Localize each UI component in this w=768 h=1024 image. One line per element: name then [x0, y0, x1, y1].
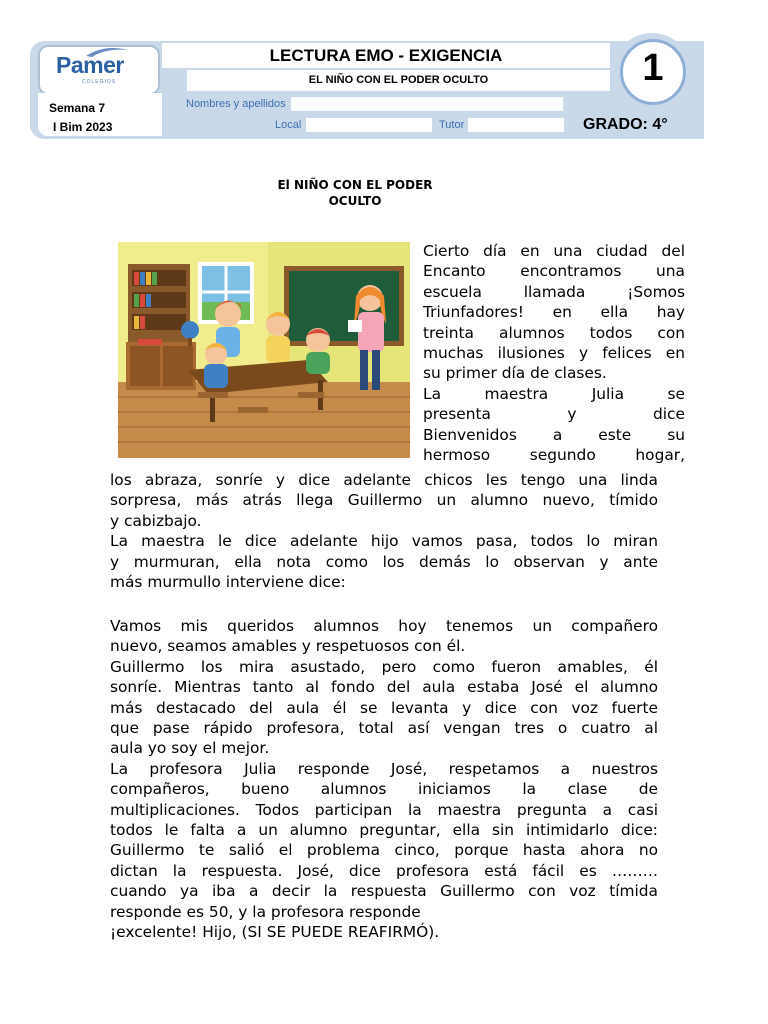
- story-line: todos le falta a un alumno preguntar, ella sin intimidarlo dice:: [110, 821, 658, 840]
- number-badge-text: 1: [642, 47, 664, 89]
- story-line: multiplicaciones. Todos participan la maestra pregunta a casi: [110, 800, 658, 819]
- week-label: Semana 7: [49, 101, 106, 115]
- story-line: y murmuran, ella nota como los demás lo observan y ante: [110, 552, 658, 571]
- story-line: más murmullo interviene dice:: [110, 573, 346, 592]
- name-field[interactable]: [291, 97, 563, 111]
- tutor-label: Tutor: [439, 119, 465, 131]
- story-title-line-2: OCULTO: [328, 194, 382, 208]
- story-paragraph-a: [110, 470, 658, 592]
- story-line: ¡excelente! Hijo, (SI SE PUEDE REAFIRMÓ).: [110, 923, 440, 942]
- page-subtitle: EL NIÑO CON EL PODER OCULTO: [308, 74, 489, 86]
- story-line: compañeros, bueno alumnos iniciamos la clase de: [110, 780, 658, 799]
- story-line: que pase rápido profesora, total así vengan tres o cuatro al: [110, 719, 658, 738]
- story-line: Cierto día en una ciudad del: [423, 242, 685, 260]
- story-line: La maestra le dice adelante hijo vamos pasa, todos lo miran: [110, 532, 658, 551]
- story-line: más destacado del aula él se levanta y dice con voz fuerte: [110, 698, 658, 717]
- story-line: Guillermo te salió el problema cinco, porque hasta ahora no: [110, 841, 658, 860]
- story-line: muchas ilusiones y felices en: [423, 344, 685, 363]
- story-line: dictan la respuesta. José, dice profesora está fácil es ………: [110, 861, 658, 880]
- story-line: y cabizbajo.: [110, 511, 202, 530]
- period-label: I Bim 2023: [53, 120, 113, 134]
- grade-label: GRADO: 4°: [583, 116, 668, 133]
- story-paragraph-b: [110, 616, 658, 943]
- local-label: Local: [275, 119, 302, 131]
- story-title: [240, 177, 470, 209]
- story-line: La maestra Julia se: [423, 384, 685, 403]
- local-field[interactable]: [306, 118, 432, 132]
- story-line: sonríe. Mientras tanto al fondo del aula estaba José el alumno: [110, 678, 658, 697]
- story-line: su primer día de clases.: [423, 364, 607, 383]
- story-title-line-1: El NIÑO CON EL PODER: [277, 178, 433, 192]
- story-line: Encanto encontramos una: [423, 262, 685, 281]
- story-line: sorpresa, más atrás llega Guillermo un alumno nuevo, tímido: [110, 491, 658, 510]
- tutor-field[interactable]: [468, 118, 564, 132]
- story-line: los abraza, sonríe y dice adelante chicos les tengo una linda: [110, 471, 658, 489]
- story-line: hermoso segundo hogar,: [423, 446, 685, 465]
- classroom-illustration: [118, 242, 410, 458]
- name-label: Nombres y apellidos: [186, 98, 286, 110]
- story-line: Triunfadores! en ella hay: [423, 303, 685, 322]
- story-line: presenta y dice: [423, 405, 685, 424]
- story-line: treinta alumnos todos con: [423, 323, 685, 342]
- story-side-text: [423, 241, 685, 465]
- story-line: responde es 50, y la profesora responde: [110, 902, 421, 921]
- story-line: nuevo, seamos amables y respetuosos con él.: [110, 637, 466, 656]
- story-line: Bienvenidos a este su: [423, 425, 685, 444]
- story-line: La profesora Julia responde José, respetamos a nuestros: [110, 759, 658, 778]
- logo-subtitle: COLEGIOS: [82, 79, 117, 85]
- story-line: escuela llamada ¡Somos: [423, 282, 685, 301]
- story-line: Vamos mis queridos alumnos hoy tenemos un compañero: [110, 617, 658, 635]
- story-line: cuando ya iba a decir la respuesta Guillermo con voz tímida: [110, 882, 658, 901]
- logo: Pamer: [56, 52, 124, 78]
- page-title: LECTURA EMO - EXIGENCIA: [269, 46, 503, 65]
- story-line: Guillermo los mira asustado, pero como fueron amables, él: [110, 657, 658, 676]
- story-line: aula yo soy el mejor.: [110, 739, 270, 758]
